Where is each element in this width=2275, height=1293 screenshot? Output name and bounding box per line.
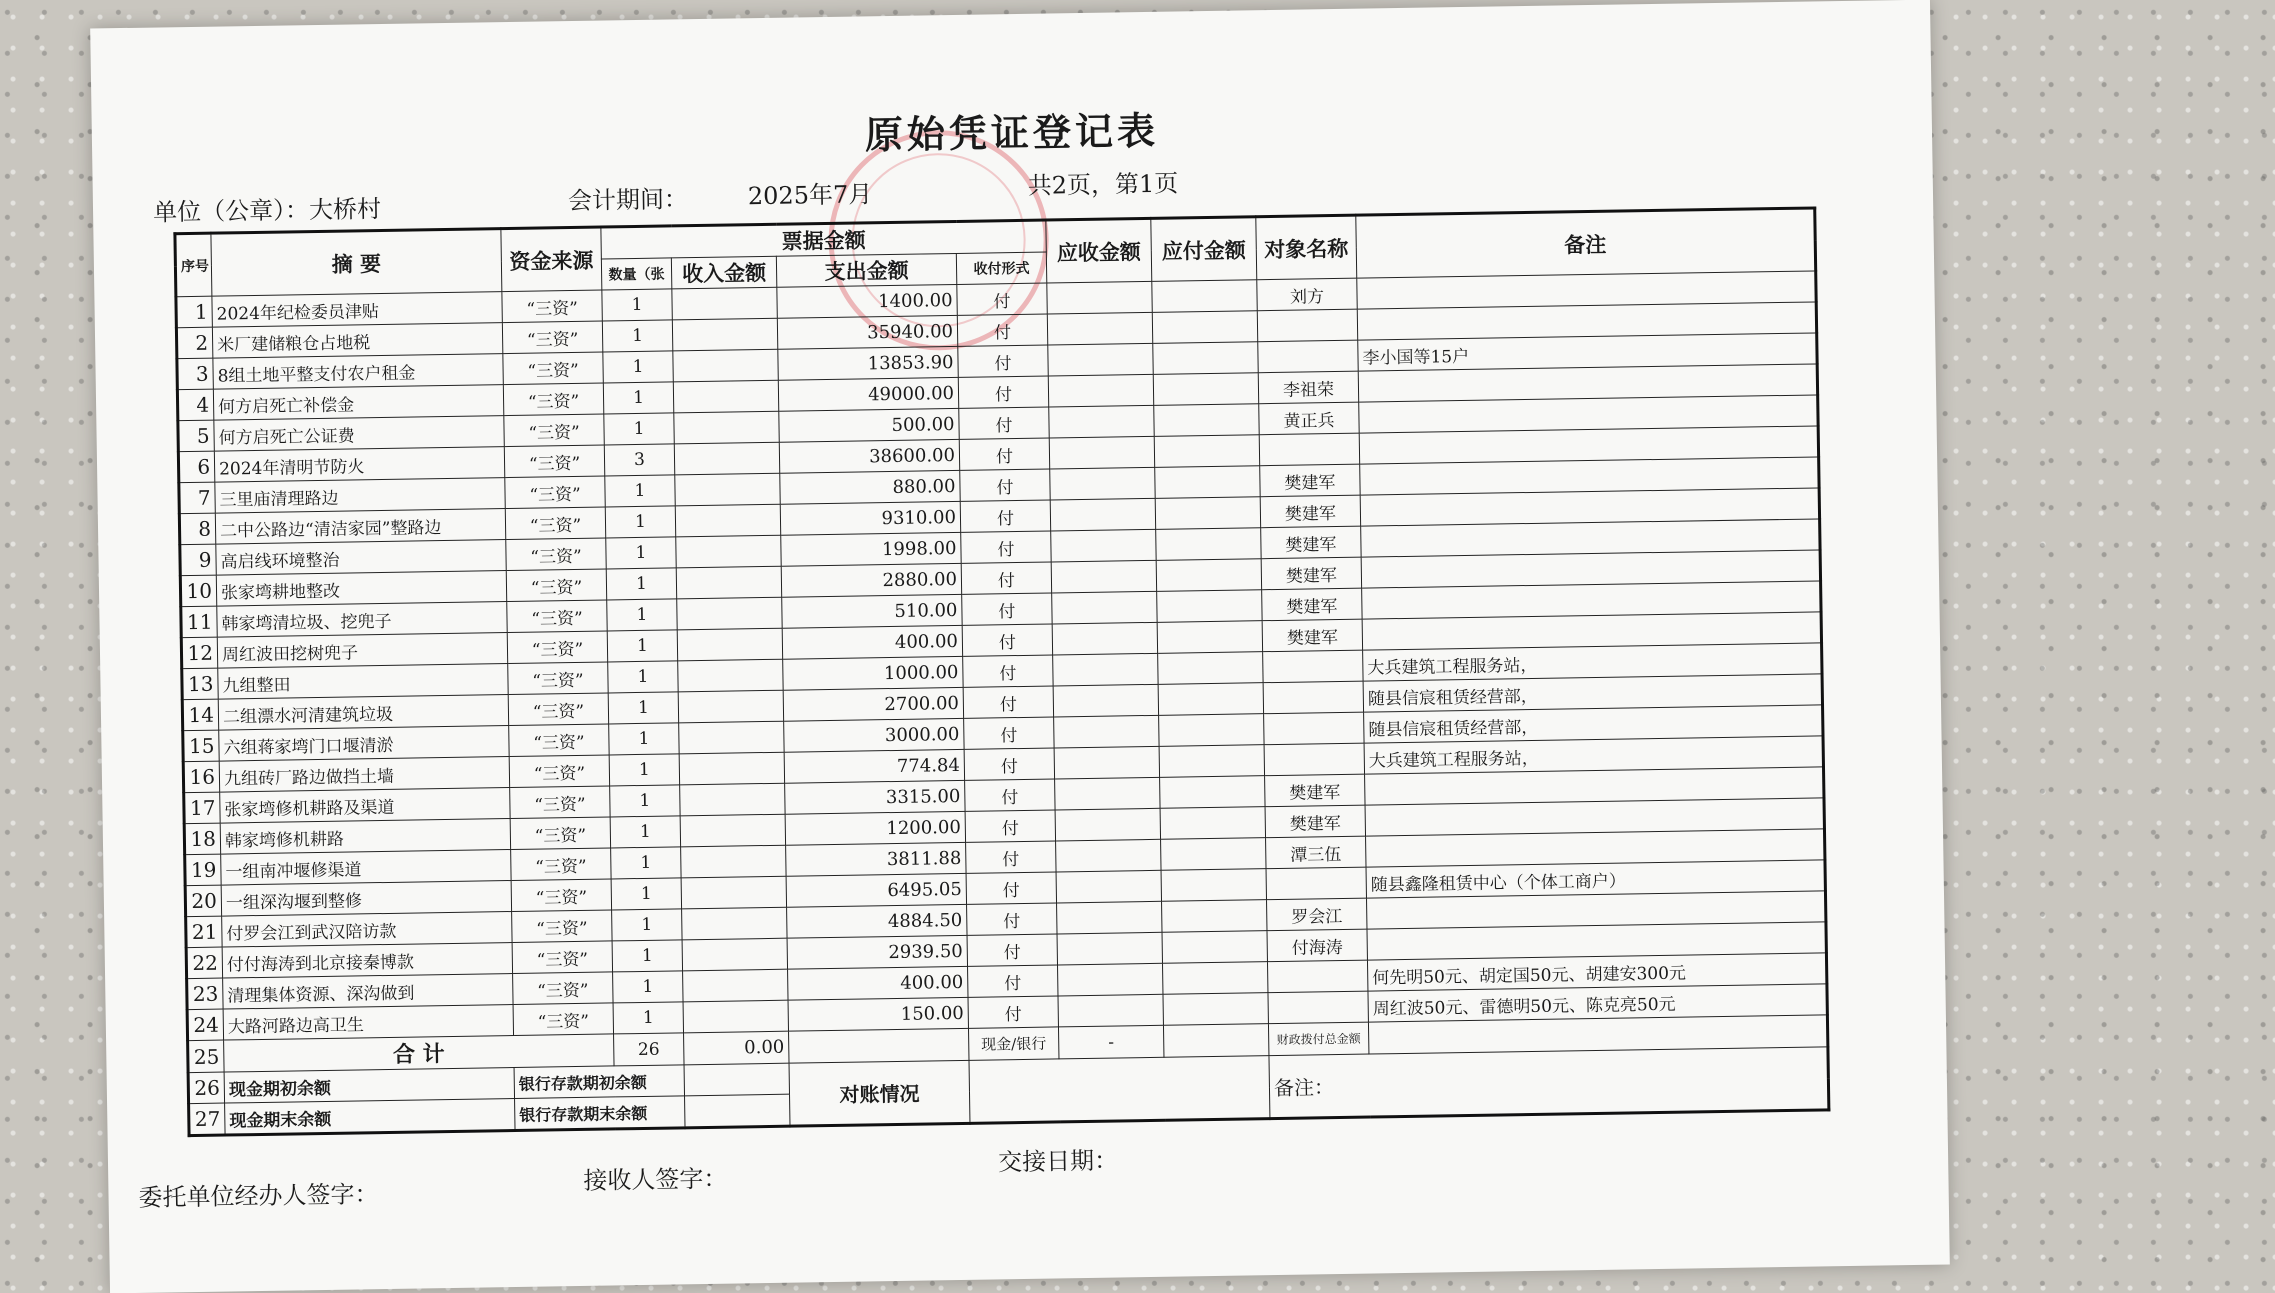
- row-source: “三资”: [509, 755, 609, 788]
- row-source: “三资”: [512, 941, 612, 974]
- row-expense: 1000.00: [783, 656, 963, 690]
- row-pay-type: 付: [960, 469, 1050, 501]
- row-receivable: [1054, 715, 1159, 748]
- row-receivable: [1050, 498, 1155, 531]
- row-payable: [1153, 342, 1258, 375]
- row-seq: 19: [185, 854, 221, 886]
- row-source: “三资”: [506, 538, 606, 571]
- row-expense: 35940.00: [777, 315, 957, 349]
- header-object: 对象名称: [1256, 215, 1357, 280]
- row-qty: 1: [611, 847, 681, 879]
- row-source: “三资”: [502, 321, 602, 354]
- document-sheet: [90, 0, 1950, 1293]
- row-income: [672, 287, 777, 320]
- row-source: “三资”: [503, 383, 603, 416]
- row-receivable: [1050, 467, 1155, 500]
- row-payable: [1159, 714, 1264, 747]
- row-payable: [1158, 652, 1263, 685]
- row-expense: 400.00: [788, 966, 968, 1000]
- row-receivable: [1049, 405, 1154, 438]
- cash-opening-label: 现金期初余额: [224, 1067, 514, 1103]
- page-title: 原始凭证登记表: [864, 107, 1160, 158]
- row-pay-type: 付: [961, 531, 1051, 563]
- row-summary: 九组整田: [218, 664, 508, 700]
- row-expense: 13853.90: [778, 346, 958, 380]
- row-qty: 1: [603, 382, 673, 414]
- row26-seq: 26: [188, 1072, 224, 1104]
- row-receivable: [1053, 684, 1158, 717]
- row-pay-type: 付: [968, 996, 1058, 1028]
- row-source: “三资”: [513, 972, 613, 1005]
- row-qty: 1: [612, 909, 682, 941]
- row-seq: 23: [187, 978, 223, 1010]
- row-object: [1264, 712, 1364, 745]
- row-payable: [1157, 590, 1262, 623]
- row-receivable: [1052, 591, 1157, 624]
- row-receivable: [1055, 777, 1160, 810]
- header-seq: 序号: [175, 233, 212, 297]
- row-object: [1268, 991, 1368, 1024]
- row-payable: [1162, 962, 1267, 995]
- row-seq: 10: [180, 575, 216, 607]
- row-source: “三资”: [508, 662, 608, 695]
- row-source: “三资”: [512, 910, 612, 943]
- row-seq: 17: [184, 792, 220, 824]
- row-qty: 1: [610, 785, 680, 817]
- header-ticket-group: 票据金额: [601, 220, 1046, 259]
- row-seq: 11: [181, 606, 217, 638]
- row-payable: [1155, 497, 1260, 530]
- row-receivable: [1055, 808, 1160, 841]
- total-qty: 26: [614, 1033, 684, 1066]
- row-summary: 二组漂水河清建筑垃圾: [218, 695, 508, 731]
- row-object: [1259, 433, 1359, 466]
- row-summary: 九组砖厂路边做挡土墙: [219, 757, 509, 793]
- row-seq: 9: [180, 544, 216, 576]
- total-income: 0.00: [684, 1031, 789, 1065]
- row-income: [677, 597, 782, 630]
- header-income: 收入金额: [671, 256, 776, 289]
- row-payable: [1160, 807, 1265, 840]
- row-qty: 1: [602, 320, 672, 352]
- row-source: “三资”: [509, 724, 609, 757]
- row-payable: [1162, 931, 1267, 964]
- total-receivable: -: [1058, 1025, 1163, 1059]
- row-receivable: [1054, 746, 1159, 779]
- row-source: “三资”: [508, 693, 608, 726]
- row-receivable: [1049, 436, 1154, 469]
- row-payable: [1162, 900, 1267, 933]
- row-expense: 9310.00: [780, 501, 960, 535]
- row-expense: 774.84: [784, 749, 964, 783]
- row-receivable: [1057, 932, 1162, 965]
- row-payable: [1155, 466, 1260, 499]
- row-summary: 大路河路边高卫生: [223, 1005, 513, 1041]
- row-qty: 1: [613, 1002, 683, 1034]
- reconciliation-label: 对账情况: [789, 1060, 970, 1126]
- total-label: 合 计: [224, 1034, 614, 1072]
- row-pay-type: 付: [963, 686, 1053, 718]
- row-seq: 24: [187, 1009, 223, 1041]
- row-source: “三资”: [505, 507, 605, 540]
- row-object: [1263, 681, 1363, 714]
- row-qty: 1: [609, 723, 679, 755]
- row-pay-type: 付: [966, 872, 1056, 904]
- row-income: [672, 318, 777, 351]
- row-pay-type: 付: [964, 748, 1054, 780]
- row-seq: 3: [177, 358, 213, 390]
- header-expense: 支出金额: [776, 253, 956, 287]
- row-income: [676, 535, 781, 568]
- row-object: 樊建军: [1260, 464, 1360, 497]
- row-income: [675, 504, 780, 537]
- row-receivable: [1058, 963, 1163, 996]
- row-income: [681, 845, 786, 878]
- row-payable: [1161, 869, 1266, 902]
- row-remark: 大兵建筑工程服务站，: [1364, 736, 1823, 774]
- row-pay-type: 付: [958, 376, 1048, 408]
- row-summary: 2024年清明节防火: [214, 447, 504, 483]
- row-remark: 李小国等15户: [1358, 333, 1817, 371]
- row-receivable: [1057, 901, 1162, 934]
- row-summary: 六组蒋家塆门口堰清淤: [219, 726, 509, 762]
- header-summary: 摘 要: [211, 229, 502, 297]
- row-object: [1267, 960, 1367, 993]
- row-income: [680, 814, 785, 847]
- row-expense: 3811.88: [786, 842, 966, 876]
- row-income: [682, 907, 787, 940]
- row-income: [678, 690, 783, 723]
- row-source: “三资”: [511, 879, 611, 912]
- row-object: [1257, 309, 1357, 342]
- bank-closing-label: 银行存款期末余额: [515, 1096, 685, 1131]
- row-qty: 1: [611, 878, 681, 910]
- row-payable: [1160, 776, 1265, 809]
- row-source: “三资”: [507, 631, 607, 664]
- row-pay-type: 付: [967, 934, 1057, 966]
- row-seq: 5: [178, 420, 214, 452]
- header-qty: 数量（张: [601, 258, 671, 290]
- row-summary: 张家塆修机耕路及渠道: [220, 788, 510, 824]
- remark-label: 备注：: [1269, 1047, 1829, 1119]
- row-pay-type: 付: [965, 779, 1055, 811]
- page-count: 共2页，第1页: [1027, 169, 1179, 200]
- row-summary: 2024年纪检委员津贴: [212, 292, 502, 328]
- row-seq: 1: [176, 296, 212, 328]
- row-income: [673, 380, 778, 413]
- row-pay-type: 付: [968, 965, 1058, 997]
- row-payable: [1156, 559, 1261, 592]
- row-object: [1264, 743, 1364, 776]
- row-income: [673, 349, 778, 382]
- row-expense: 150.00: [788, 997, 968, 1031]
- row-income: [677, 628, 782, 661]
- row-qty: 3: [604, 444, 674, 476]
- row-object: [1258, 340, 1358, 373]
- row-income: [674, 442, 779, 475]
- row-remark: 大兵建筑工程服务站，: [1363, 643, 1822, 681]
- row-expense: 1200.00: [785, 811, 965, 845]
- row-seq: 4: [177, 389, 213, 421]
- row-income: [679, 752, 784, 785]
- row-expense: 400.00: [782, 625, 962, 659]
- row-income: [678, 659, 783, 692]
- row27-seq: 27: [189, 1103, 225, 1136]
- row-pay-type: 付: [960, 500, 1050, 532]
- row-source: “三资”: [506, 569, 606, 602]
- row-summary: 一组南冲堰修渠道: [221, 850, 511, 886]
- row-payable: [1153, 373, 1258, 406]
- header-remark: 备注: [1356, 208, 1816, 278]
- row-source: “三资”: [504, 414, 604, 447]
- row-source: “三资”: [507, 600, 607, 633]
- row-qty: 1: [605, 475, 675, 507]
- fiscal-total-label: 财政拨付总金额: [1268, 1022, 1368, 1056]
- row-summary: 韩家塆修机耕路: [220, 819, 510, 855]
- row-summary: 高启线环境整治: [216, 540, 506, 576]
- row-pay-type: 付: [962, 624, 1052, 656]
- row-income: [681, 876, 786, 909]
- row-expense: 3315.00: [785, 780, 965, 814]
- row-receivable: [1047, 281, 1152, 314]
- row-source: “三资”: [510, 817, 610, 850]
- row-expense: 49000.00: [778, 377, 958, 411]
- row-object: 刘方: [1257, 278, 1357, 311]
- row-payable: [1156, 528, 1261, 561]
- row-payable: [1154, 404, 1259, 437]
- row-expense: 2880.00: [781, 563, 961, 597]
- row-payable: [1158, 683, 1263, 716]
- row-object: 罗会江: [1267, 898, 1367, 931]
- row-pay-type: 付: [958, 345, 1048, 377]
- row-receivable: [1056, 870, 1161, 903]
- handover-date-label: 交接日期：: [997, 1146, 1119, 1177]
- row-payable: [1163, 993, 1268, 1026]
- row-expense: 1998.00: [781, 532, 961, 566]
- row-remark: 周红波50元、雷德明50元、陈克亮50元: [1368, 984, 1827, 1022]
- row-object: 樊建军: [1261, 526, 1361, 559]
- row-remark: 何先明50元、胡定国50元、胡建安300元: [1367, 953, 1826, 991]
- row-qty: 1: [606, 568, 676, 600]
- row-summary: 二中公路边“清洁家园”整路边: [215, 509, 505, 545]
- register-table: [173, 206, 1830, 1137]
- total-seq: 25: [188, 1040, 224, 1073]
- row-qty: 1: [610, 816, 680, 848]
- row-pay-type: 付: [957, 314, 1047, 346]
- row-income: [682, 938, 787, 971]
- row-object: 黄正兵: [1259, 402, 1359, 435]
- row-object: 潭三伍: [1266, 836, 1366, 869]
- period-value: 2025年7月: [747, 180, 873, 211]
- row-summary: 一组深沟堰到整修: [221, 881, 511, 917]
- row-summary: 付付海涛到北京接秦博款: [222, 943, 512, 979]
- row-seq: 14: [182, 699, 218, 731]
- row-remark: 随县鑫隆租赁中心（个体工商户）: [1366, 860, 1825, 898]
- row-remark: 随县信宸租赁经营部，: [1364, 705, 1823, 743]
- row-summary: 三里庙清理路边: [215, 478, 505, 514]
- row-source: “三资”: [503, 352, 603, 385]
- row-pay-type: 付: [965, 810, 1055, 842]
- row-summary: 米厂建储粮仓占地税: [212, 323, 502, 359]
- row-seq: 18: [184, 823, 220, 855]
- row-receivable: [1053, 653, 1158, 686]
- row-income: [680, 783, 785, 816]
- row-expense: 2700.00: [783, 687, 963, 721]
- row-qty: 1: [607, 599, 677, 631]
- row-qty: 1: [605, 506, 675, 538]
- row-pay-type: 付: [959, 438, 1049, 470]
- period-label: 会计期间：: [567, 185, 689, 216]
- row-expense: 880.00: [780, 470, 960, 504]
- row-seq: 21: [186, 916, 222, 948]
- row-object: 樊建军: [1260, 495, 1360, 528]
- row-pay-type: 付: [963, 655, 1053, 687]
- row-pay-type: 付: [961, 562, 1051, 594]
- row-seq: 20: [185, 885, 221, 917]
- row-source: “三资”: [511, 848, 611, 881]
- row-seq: 2: [176, 327, 212, 359]
- row-receivable: [1056, 839, 1161, 872]
- row-payable: [1157, 621, 1262, 654]
- row-source: “三资”: [504, 445, 604, 478]
- row-income: [683, 969, 788, 1002]
- row-object: 樊建军: [1265, 774, 1365, 807]
- row-expense: 510.00: [782, 594, 962, 628]
- row-receivable: [1048, 343, 1153, 376]
- row-pay-type: 付: [957, 283, 1047, 315]
- row-object: [1266, 867, 1366, 900]
- row-seq: 6: [178, 451, 214, 483]
- row-summary: 清理集体资源、深沟做到: [223, 974, 513, 1010]
- total-pay-type: 现金/银行: [968, 1027, 1058, 1060]
- row-payable: [1152, 280, 1257, 313]
- row-payable: [1152, 311, 1257, 344]
- row-pay-type: 付: [964, 717, 1054, 749]
- row-qty: 1: [606, 537, 676, 569]
- row-object: [1263, 650, 1363, 683]
- row-income: [679, 721, 784, 754]
- row-expense: 500.00: [779, 408, 959, 442]
- row-pay-type: 付: [962, 593, 1052, 625]
- row-summary: 何方启死亡补偿金: [213, 385, 503, 421]
- row-summary: 何方启死亡公证费: [214, 416, 504, 452]
- row-summary: 张家塆耕地整改: [216, 571, 506, 607]
- bank-opening-label: 银行存款期初余额: [514, 1065, 684, 1099]
- row-source: “三资”: [502, 290, 602, 323]
- row-qty: 1: [603, 351, 673, 383]
- row-source: “三资”: [505, 476, 605, 509]
- unit-label: 单位（公章）：大桥村: [152, 194, 382, 227]
- row-remark: 随县信宸租赁经营部，: [1363, 674, 1822, 712]
- row-qty: 1: [602, 289, 672, 321]
- row-summary: 8组土地平整支付农户租金: [213, 354, 503, 390]
- row-income: [683, 1000, 788, 1033]
- header-receivable: 应收金额: [1046, 218, 1152, 283]
- row-object: 樊建军: [1261, 557, 1361, 590]
- row-qty: 1: [612, 940, 682, 972]
- row-seq: 7: [179, 482, 215, 514]
- row-receivable: [1051, 560, 1156, 593]
- row-object: 樊建军: [1262, 619, 1362, 652]
- agent-signature-label: 委托单位经办人签字：: [138, 1180, 379, 1212]
- row-summary: 周红波田挖树兜子: [217, 633, 507, 669]
- row-expense: 6495.05: [786, 873, 966, 907]
- row-qty: 1: [613, 971, 683, 1003]
- row-receivable: [1051, 529, 1156, 562]
- row-receivable: [1047, 312, 1152, 345]
- row-seq: 8: [179, 513, 215, 545]
- row-seq: 15: [183, 730, 219, 762]
- row-seq: 12: [181, 637, 217, 669]
- row-pay-type: 付: [966, 841, 1056, 873]
- row-qty: 1: [609, 754, 679, 786]
- header-source: 资金来源: [501, 227, 602, 292]
- row-source: “三资”: [513, 1003, 613, 1036]
- row-payable: [1161, 838, 1266, 871]
- row-expense: 2939.50: [787, 935, 967, 969]
- row-qty: 1: [604, 413, 674, 445]
- cash-closing-label: 现金期末余额: [225, 1098, 515, 1135]
- row-qty: 1: [607, 630, 677, 662]
- row-pay-type: 付: [959, 407, 1049, 439]
- row-expense: 1400.00: [777, 284, 957, 318]
- receiver-signature-label: 接收人签字：: [583, 1164, 728, 1195]
- header-pay-type: 收付形式: [956, 252, 1046, 284]
- row-object: 樊建军: [1265, 805, 1365, 838]
- row-summary: 韩家塆清垃圾、挖兜子: [217, 602, 507, 638]
- row-object: 付海涛: [1267, 929, 1367, 962]
- row-income: [674, 411, 779, 444]
- row-object: 樊建军: [1262, 588, 1362, 621]
- row-object: 李祖荣: [1258, 371, 1358, 404]
- row-expense: 3000.00: [784, 718, 964, 752]
- row-income: [675, 473, 780, 506]
- row-qty: 1: [608, 692, 678, 724]
- row-payable: [1154, 435, 1259, 468]
- header-payable: 应付金额: [1151, 217, 1257, 282]
- row-seq: 22: [186, 947, 222, 979]
- row-expense: 4884.50: [787, 904, 967, 938]
- row-income: [676, 566, 781, 599]
- row-pay-type: 付: [967, 903, 1057, 935]
- row-payable: [1159, 745, 1264, 778]
- row-seq: 13: [182, 668, 218, 700]
- row-receivable: [1048, 374, 1153, 407]
- row-source: “三资”: [510, 786, 610, 819]
- row-qty: 1: [608, 661, 678, 693]
- row-receivable: [1058, 994, 1163, 1027]
- row-seq: 16: [183, 761, 219, 793]
- row-expense: 38600.00: [779, 439, 959, 473]
- row-receivable: [1052, 622, 1157, 655]
- row-summary: 付罗会江到武汉陪访款: [222, 912, 512, 948]
